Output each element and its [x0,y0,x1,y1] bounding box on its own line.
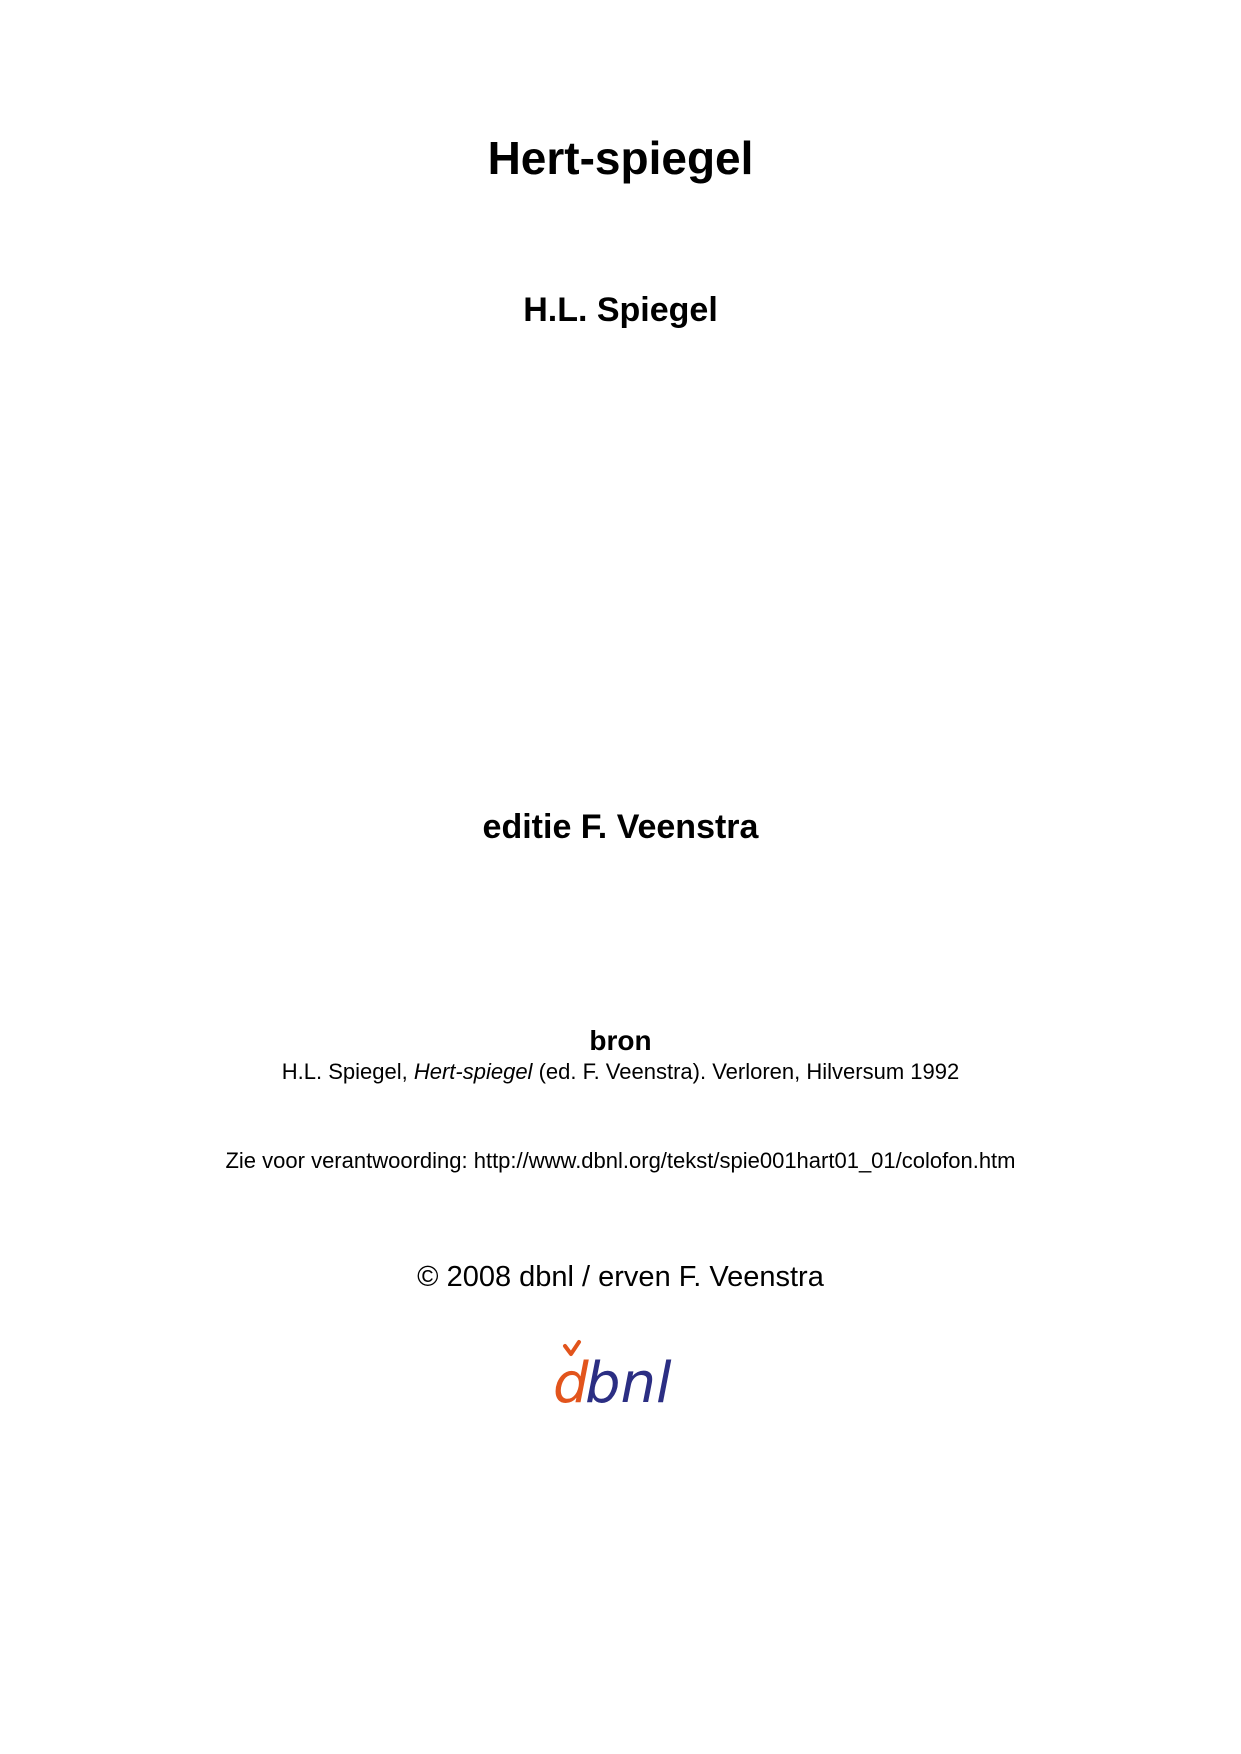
accountability-note: Zie voor verantwoording: http://www.dbnl.org/tekst/spie001hart01_01/colofon.htm [225,1148,1016,1173]
source-citation-prefix: H.L. Spiegel, [281,1059,414,1084]
logo-letters-bnl: bnl [585,1351,672,1416]
source-heading: bron [589,1025,652,1056]
logo-letter-d: d [553,1351,589,1416]
copyright-notice: © 2008 dbnl / erven F. Veenstra [417,1261,824,1293]
dbnl-logo-graphic [549,1338,689,1418]
document-title: Hert-spiegel [487,132,754,184]
dbnl-logo [549,1338,689,1418]
edition-label: editie F. Veenstra [482,808,759,846]
source-citation-title: Hert-spiegel [413,1059,533,1084]
source-citation [0,1057,1241,1087]
document-author: H.L. Spiegel [523,291,718,329]
source-citation-suffix: (ed. F. Veenstra). Verloren, Hilversum 1992 [532,1059,960,1084]
